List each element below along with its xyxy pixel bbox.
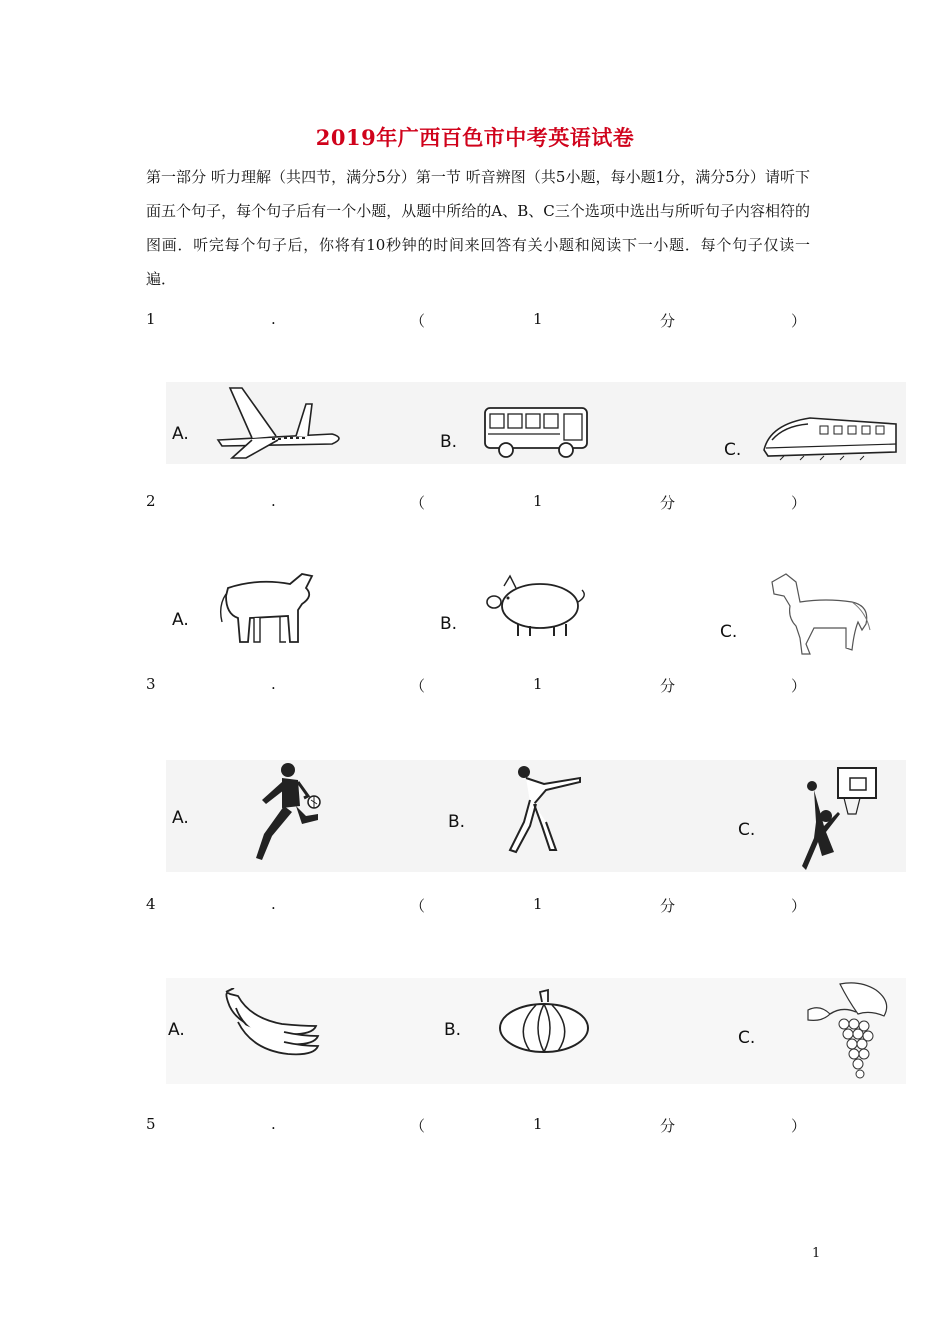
question-line-3 (146, 675, 808, 695)
question-dot: . (271, 675, 276, 693)
option-label-a: A. (172, 808, 189, 828)
question-number: 2 (146, 492, 156, 510)
question-dot: . (271, 310, 276, 328)
answer-bracket-open: （ (410, 1117, 426, 1135)
train-icon (760, 404, 900, 466)
answer-bracket-open: （ (410, 312, 426, 330)
answer-bracket-close: ） (791, 897, 807, 915)
question-number: 1 (146, 310, 156, 328)
option-label-a: A. (168, 1020, 185, 1040)
question-line-4 (146, 895, 808, 915)
answer-bracket-close: ） (791, 1117, 807, 1135)
answer-bracket-close: ） (791, 312, 807, 330)
score-unit: 分 (660, 677, 676, 695)
airplane-icon (212, 382, 348, 460)
cow-icon (218, 566, 318, 648)
option-label-b: B. (444, 1020, 462, 1040)
soccer-player-icon (242, 760, 324, 864)
grapes-icon (800, 980, 894, 1086)
question-score: 1 (533, 675, 543, 693)
question-number: 5 (146, 1115, 156, 1133)
question-score: 1 (533, 310, 543, 328)
section-instructions: 第一部分 听力理解（共四节，满分5分）第一节 听音辨图（共5小题，每小题1分，满分5分）请听下面五个句子，每个句子后有一个小题，从题中所给的A、B、C三个选项中选出与所听句子内容相符的图画．听完每个句子后，你将有10秒钟的时间来回答有关小题和阅读下一小题．每个句子仅读一遍． (146, 168, 810, 288)
score-unit: 分 (660, 494, 676, 512)
horse-icon (766, 572, 876, 658)
score-unit: 分 (660, 897, 676, 915)
question-score: 1 (533, 492, 543, 510)
bananas-icon (222, 988, 322, 1060)
option-label-a: A. (172, 610, 189, 630)
answer-bracket-close: ） (791, 677, 807, 695)
question-dot: . (271, 492, 276, 510)
question-line-1 (146, 310, 808, 330)
pig-icon (484, 574, 588, 638)
question-dot: . (271, 1115, 276, 1133)
option-label-b: B. (440, 432, 458, 452)
skater-icon (500, 764, 584, 856)
bus-icon (482, 402, 592, 462)
answer-bracket-open: （ (410, 494, 426, 512)
option-label-c: C. (738, 820, 756, 840)
document-title: 2019年广西百色市中考英语试卷 (315, 125, 635, 150)
question-score: 1 (533, 895, 543, 913)
question-number: 3 (146, 675, 156, 693)
option-label-c: C. (738, 1028, 756, 1048)
question-number: 4 (146, 895, 156, 913)
question-line-2 (146, 492, 808, 512)
basketball-player-icon (800, 766, 880, 874)
option-label-b: B. (448, 812, 466, 832)
question-dot: . (271, 895, 276, 913)
option-label-a: A. (172, 424, 189, 444)
page-number: 1 (812, 1246, 821, 1261)
question-line-5 (146, 1115, 808, 1135)
answer-bracket-close: ） (791, 494, 807, 512)
answer-bracket-open: （ (410, 677, 426, 695)
option-label-c: C. (720, 622, 738, 642)
option-label-b: B. (440, 614, 458, 634)
score-unit: 分 (660, 312, 676, 330)
score-unit: 分 (660, 1117, 676, 1135)
option-label-c: C. (724, 440, 742, 460)
answer-bracket-open: （ (410, 897, 426, 915)
pumpkin-icon (496, 988, 592, 1056)
question-score: 1 (533, 1115, 543, 1133)
